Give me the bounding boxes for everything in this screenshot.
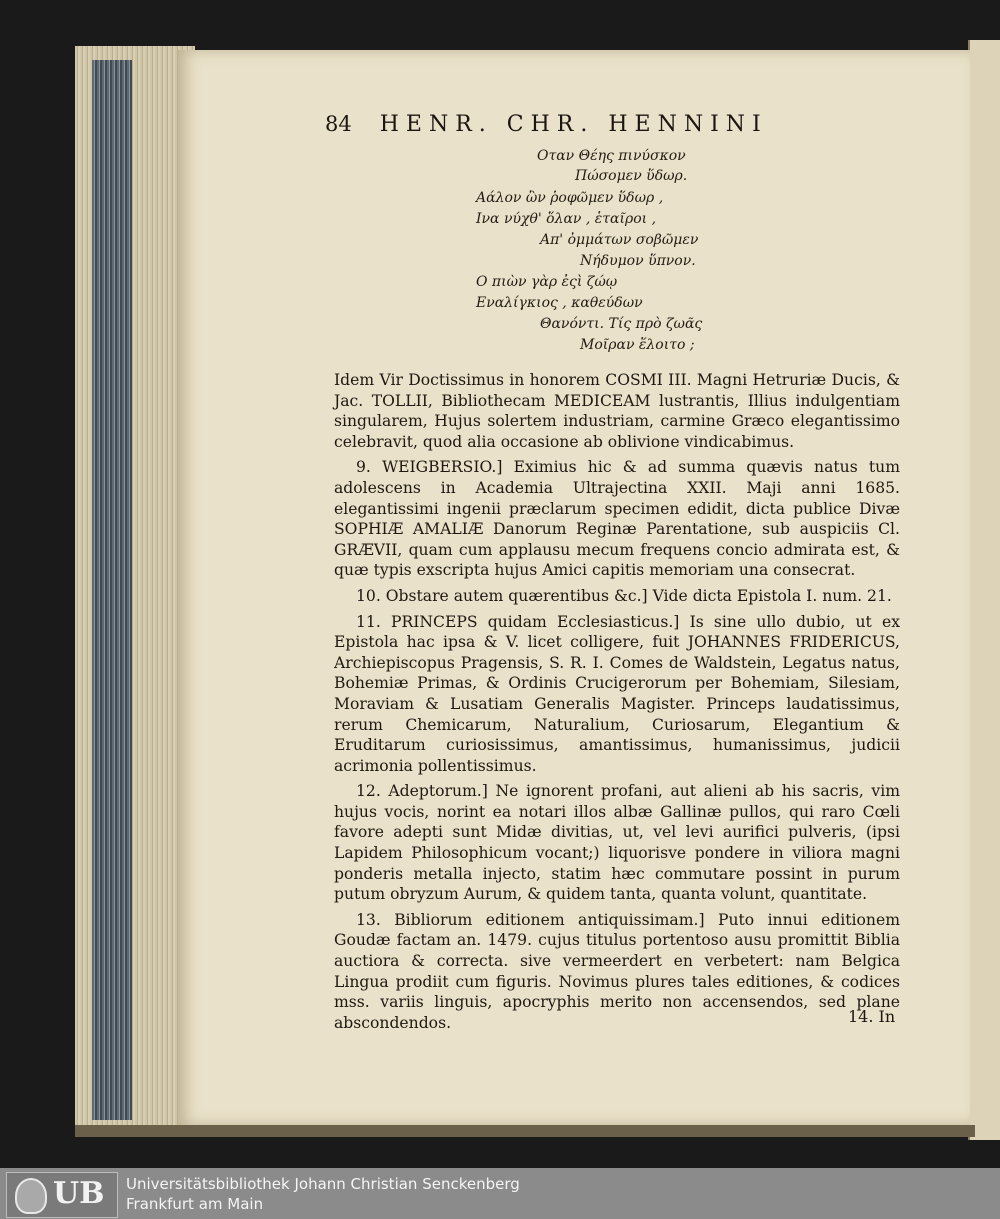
poem-line: Νήδυμον ὕπνον. (580, 253, 696, 269)
body-text (334, 370, 900, 1038)
paragraph: Idem Vir Doctissimus in honorem COSMI III. Magni Hetruriæ Ducis, & Jac. TOLLII, Bibliothecam MEDICEAM lustrantis, Illius indulgentiam singularem, Hujus solertem industriam, carmine Græco elegantissimo celebravit, quod alia occasione ab oblivione vindicabimus. (334, 371, 900, 451)
note-12: 12. Adeptorum.] Ne ignorent profani, aut alieni ab his sacris, vim hujus vocis, norint ea notari illos albæ Gallinæ pullos, qui raro Cœli favore adepti sunt Midæ divitias, ut, vel levi aurifici pulveris, (ipsi Lapidem Philosophicum vocant;) liquorisve pondere in viliora magni ponderis metalla injecto, statim hæc commutare possint in purum putum obryzum Aurum, & quidem tanta, quanta volunt, quantitate. (334, 782, 900, 904)
running-title: HENR. CHR. HENNINI (379, 112, 768, 137)
note-13: 13. Bibliorum editionem antiquissimam.] Puto innui editionem Goudæ factam an. 1479. cujus titulus portentoso ausu promittit Biblia auctiora & correcta. sive vermeerdert en verbetert: nam Belgica Lingua prodiit cum figuris. Novimus plures tales editiones, & codices mss. variis linguis, apocryphis merito non accensendos, sed plane abscondendos. (334, 910, 900, 1032)
poem-line: Θανόντι. Τίς πρὸ ζωᾶς (540, 316, 703, 332)
page-number: 84 (325, 112, 352, 136)
library-name: Universitätsbibliothek Johann Christian Senckenberg (126, 1175, 520, 1193)
poem-line: Εναλίγκιος , καθεύδων (476, 295, 643, 311)
poem-line: Ο πιὼν γὰρ ἐςὶ ζώῳ (476, 274, 618, 290)
catchword: 14. In (848, 1007, 896, 1026)
poem-line: Πώσομεν ὕδωρ. (575, 168, 688, 184)
poem-line: Ινα νύχθ' ὅλαν , ἑταῖροι , (476, 211, 657, 227)
book-edge-shadow (92, 60, 132, 1120)
poem-line: Απ' ὀμμάτων σοβῶμεν (540, 232, 699, 248)
running-header (325, 112, 840, 146)
book-bottom-edge (75, 1125, 975, 1137)
note-11: 11. PRINCEPS quidam Ecclesiasticus.] Is sine ullo dubio, ut ex Epistola hac ipsa & V. licet colligere, fuit JOHANNES FRIDERICUS, Archiepiscopus Pragensis, S. R. I. Comes de Waldstein, Legatus natus, Bohemiæ Primas, & Ordinis Crucigerorum per Bohemiam, Silesiam, Moraviam & Lusatiam Generalis Magister. Princeps laudatissimus, rerum Chemicarum, Naturalium, Curiosarum, Elegantium & Eruditarum curiosissimus, amantissimus, humanissimus, judicii acrimonia pollentissimus. (334, 612, 900, 775)
library-logo[interactable] (6, 1172, 118, 1218)
poem-line: Αάλον ὣν ῥοφῶμεν ὕδωρ , (476, 190, 664, 206)
note-10: 10. Obstare autem quærentibus &c.] Vide dicta Epistola I. num. 21. (356, 586, 892, 605)
senckenberg-portrait-icon (15, 1178, 47, 1214)
logo-text: UB (53, 1176, 105, 1211)
note-9: 9. WEIGBERSIO.] Eximius hic & ad summa quævis natus tum adolescens in Academia Ultrajectina XXII. Maji anni 1685. elegantissimi ingenii præclarum specimen edidit, dicta publice Divæ SOPHIÆ AMALIÆ Danorum Reginæ Parentatione, sub auspiciis Cl. GRÆVII, quam cum applausu mecum frequens concio admirata est, & quæ typis exscripta hujus Amici capitis memoriam una consecrat. (334, 458, 900, 580)
library-city: Frankfurt am Main (126, 1195, 264, 1213)
poem-line: Οταν Θέης πινύσκον (537, 148, 686, 164)
library-footer (0, 1168, 1000, 1219)
facing-page-edge (968, 40, 1000, 1140)
poem-line: Μοῖραν ἕλοιτο ; (580, 337, 695, 353)
